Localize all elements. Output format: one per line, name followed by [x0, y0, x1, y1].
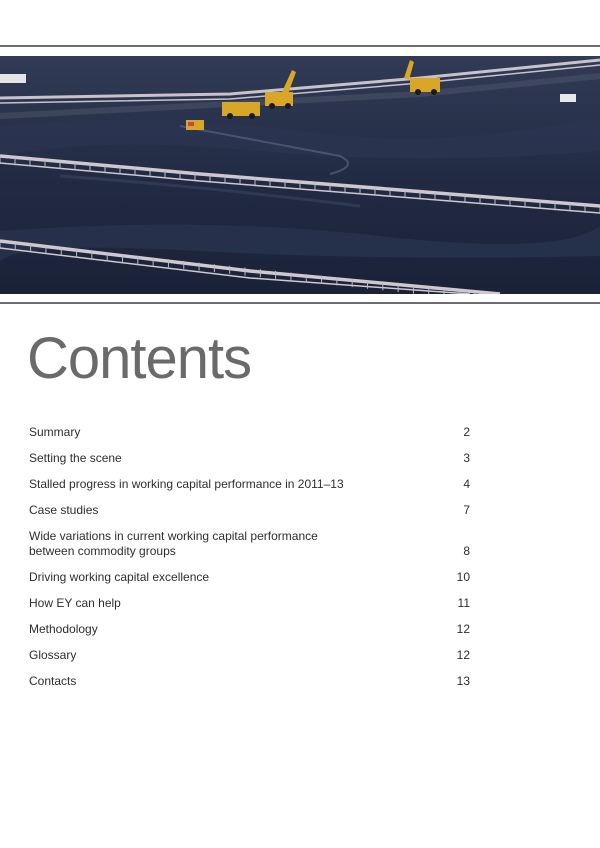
table-of-contents — [29, 425, 470, 700]
toc-entry[interactable] — [29, 503, 470, 518]
toc-entry-label — [29, 674, 76, 689]
bottom-divider — [0, 302, 600, 304]
toc-entry-label — [29, 529, 318, 559]
toc-entry-label-line: Setting the scene — [29, 451, 122, 465]
toc-entry-label — [29, 425, 80, 440]
header-photo — [0, 56, 600, 294]
toc-entry-label — [29, 648, 76, 663]
toc-entry-label-line: Methodology — [29, 622, 98, 636]
toc-entry-page-number: 11 — [457, 596, 470, 610]
toc-entry[interactable] — [29, 529, 470, 559]
toc-entry-page-number: 12 — [456, 648, 470, 662]
toc-entry-page-number: 4 — [463, 477, 470, 491]
toc-entry-page-number: 2 — [463, 425, 470, 439]
toc-entry[interactable] — [29, 596, 470, 611]
toc-entry-label — [29, 570, 209, 585]
toc-entry-label-line: Driving working capital excellence — [29, 570, 210, 584]
toc-entry-label-line: between commodity groups — [29, 544, 176, 558]
toc-entry-label-line: How EY can help — [29, 596, 121, 610]
toc-entry-label-line: Stalled progress in working capital performance in 2011–13 — [29, 477, 344, 491]
toc-entry-page-number: 8 — [463, 544, 470, 558]
toc-entry-label-line: Summary — [29, 425, 81, 439]
toc-entry-page-number: 13 — [456, 674, 470, 688]
toc-entry-page-number: 12 — [456, 622, 470, 636]
toc-entry[interactable] — [29, 622, 470, 637]
toc-entry-label-line: Case studies — [29, 503, 99, 517]
toc-entry-label — [29, 596, 121, 611]
toc-entry[interactable] — [29, 648, 470, 663]
toc-entry[interactable] — [29, 425, 470, 440]
toc-entry-label-line: Contacts — [29, 674, 77, 688]
top-divider — [0, 45, 600, 47]
toc-entry-label-line: Glossary — [29, 648, 77, 662]
toc-entry-label — [29, 503, 98, 518]
page-title: Contents — [27, 326, 252, 391]
open-pit-mine-conveyor-photo — [0, 56, 600, 294]
toc-entry-page-number: 3 — [463, 451, 470, 465]
toc-entry-page-number: 7 — [463, 503, 470, 517]
toc-entry-label-line: Wide variations in current working capital performance — [29, 529, 318, 543]
toc-entry[interactable] — [29, 451, 470, 466]
toc-entry-page-number: 10 — [456, 570, 470, 584]
toc-entry-label — [29, 477, 344, 492]
toc-entry[interactable] — [29, 674, 470, 689]
toc-entry-label — [29, 622, 98, 637]
toc-entry[interactable] — [29, 477, 470, 492]
toc-entry[interactable] — [29, 570, 470, 585]
toc-entry-label — [29, 451, 122, 466]
